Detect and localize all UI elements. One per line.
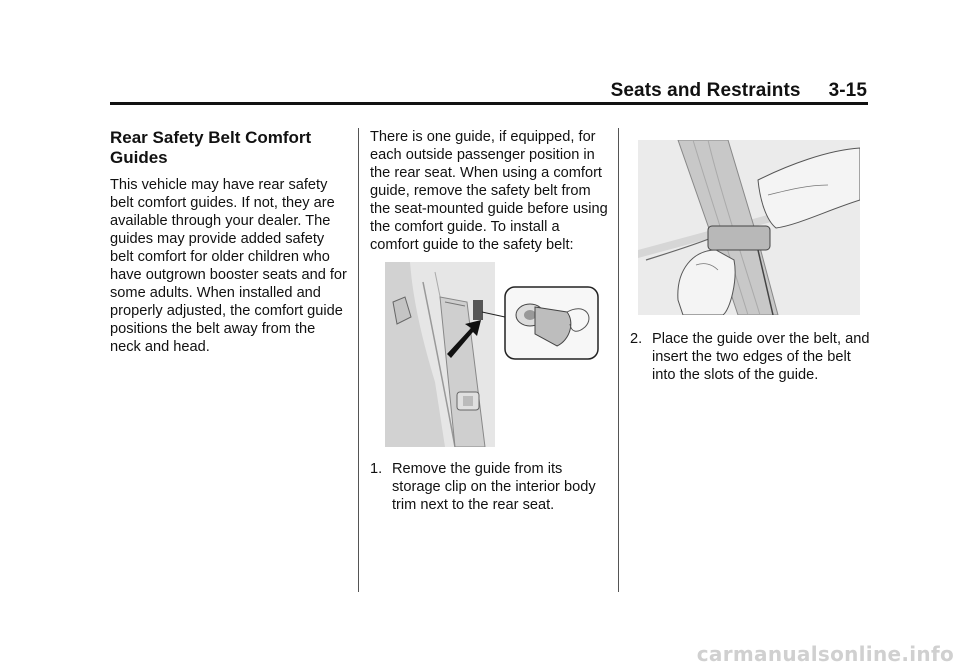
step-text: Place the guide over the belt, and insert the two edges of the belt into the slots of the guide. <box>652 331 870 383</box>
step-number: 2. <box>630 331 643 347</box>
column-divider-1 <box>358 128 359 592</box>
step-1 <box>370 460 610 514</box>
column-1 <box>110 128 350 356</box>
figure-storage-clip <box>385 262 600 447</box>
column-2 <box>370 128 610 254</box>
section-title: Seats and Restraints <box>610 80 801 101</box>
step-2 <box>630 330 870 384</box>
intro-paragraph: This vehicle may have rear safety belt comfort guides. If not, they are available through your dealer. The guides may provide added safety belt comfort for older children who have outgrown booster seats and for some adults. When installed and properly adjusted, the comfort guide positions the belt away from the neck and head. <box>110 177 347 355</box>
figure-guide-over-belt <box>638 140 860 315</box>
step-number: 1. <box>370 461 383 477</box>
step-text: Remove the guide from its storage clip on the interior body trim next to the rear seat. <box>392 461 596 513</box>
column-divider-2 <box>618 128 619 592</box>
page-header <box>110 80 867 102</box>
page-number: 3-15 <box>828 80 867 101</box>
guide-paragraph: There is one guide, if equipped, for each outside passenger position in the rear seat. When using a comfort guide, remove the safety belt from the seat-mounted guide before using the comfort guide. To install a comfort guide to the safety belt: <box>370 129 608 253</box>
header-rule <box>110 102 868 105</box>
list-item <box>370 460 610 514</box>
section-heading: Rear Safety Belt Comfort Guides <box>110 128 312 167</box>
watermark: carmanualsonline.info <box>696 642 954 666</box>
list-item <box>630 330 870 384</box>
